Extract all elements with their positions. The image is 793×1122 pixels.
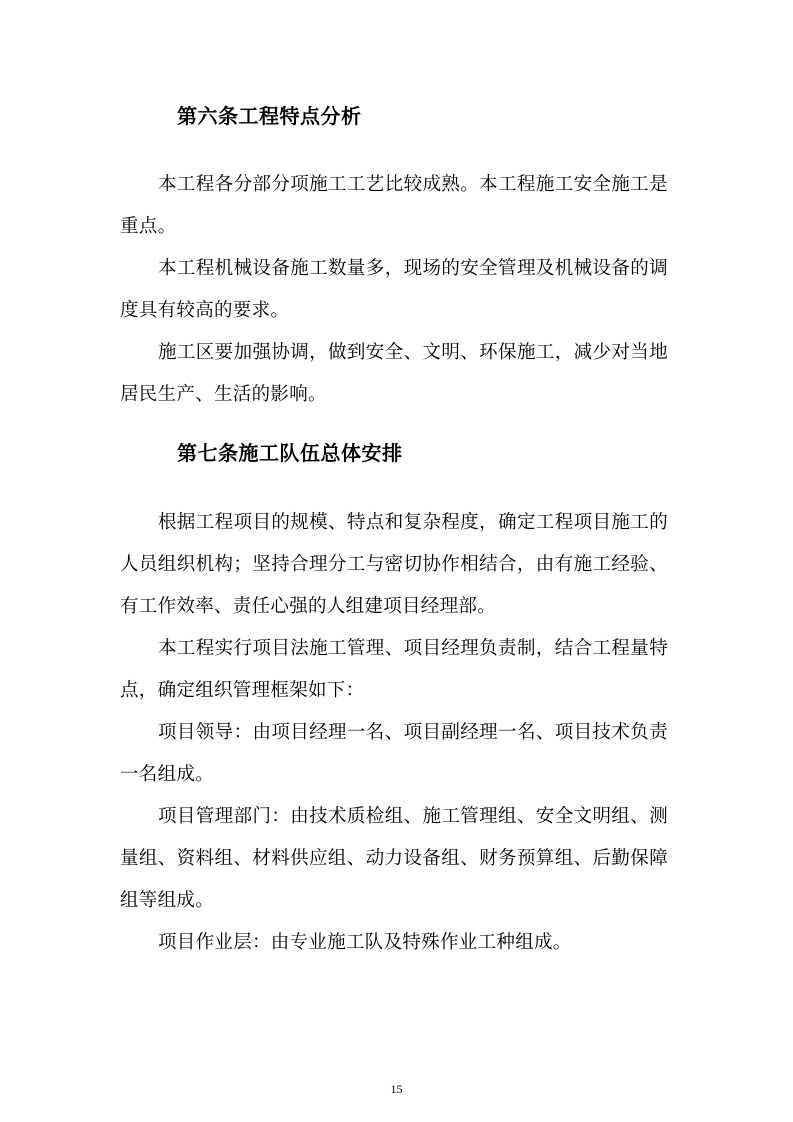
page-number: 15 xyxy=(390,1082,403,1096)
section-7-paragraph: 项目作业层：由专业施工队及特殊作业工种组成。 xyxy=(158,932,572,953)
section-7-body xyxy=(120,502,668,964)
section-7-paragraph: 项目领导：由项目经理一名、项目副经理一名、项目技术负责一名组成。 xyxy=(120,722,668,785)
section-6-body xyxy=(120,164,668,416)
section-7-paragraph: 本工程实行项目法施工管理、项目经理负责制，结合工程量特点，确定组织管理框架如下： xyxy=(120,638,668,701)
section-6-heading: 第六条工程特点分析 xyxy=(177,104,362,128)
section-7-paragraph: 根据工程项目的规模、特点和复杂程度，确定工程项目施工的人员组织机构；坚持合理分工与密切协作相结合，由有施工经验、有工作效率、责任心强的人组建项目经理部。 xyxy=(120,512,668,617)
section-6-paragraph: 本工程机械设备施工数量多，现场的安全管理及机械设备的调度具有较高的要求。 xyxy=(120,258,668,321)
section-6-paragraph: 施工区要加强协调，做到安全、文明、环保施工，减少对当地居民生产、生活的影响。 xyxy=(120,342,668,405)
section-6-paragraph: 本工程各分部分项施工工艺比较成熟。本工程施工安全施工是重点。 xyxy=(120,174,668,237)
section-7-paragraph: 项目管理部门：由技术质检组、施工管理组、安全文明组、测量组、资料组、材料供应组、动力设备组、财务预算组、后勤保障组等组成。 xyxy=(120,806,668,911)
section-7-heading: 第七条施工队伍总体安排 xyxy=(177,441,403,465)
